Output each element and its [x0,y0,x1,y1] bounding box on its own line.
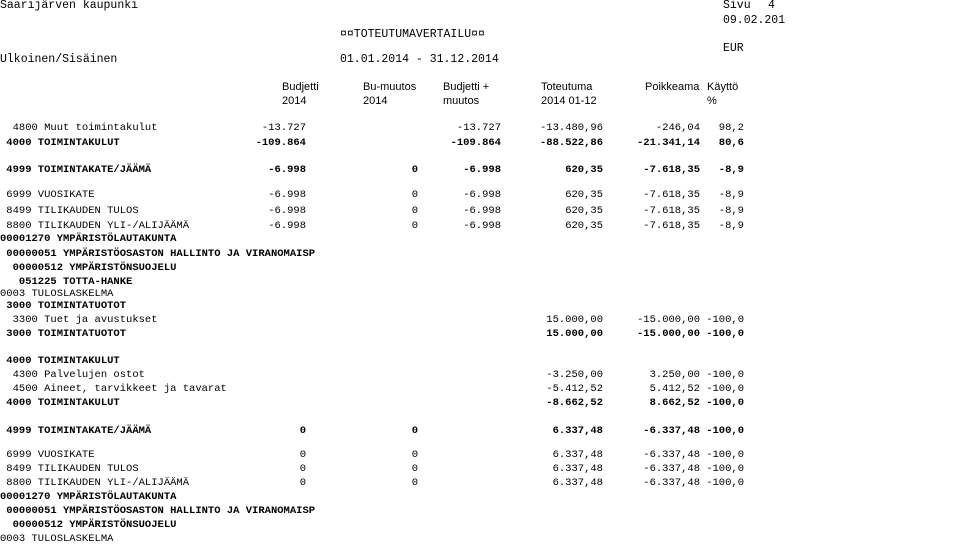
cell-kaytto: -8,9 [718,164,744,176]
table-row [0,369,960,382]
row-label: 4500 Aineet, tarvikkeet ja tavarat [0,383,227,395]
cell-poikkeama: -15.000,00 [636,328,700,340]
row-label: 8499 TILIKAUDEN TULOS [0,463,139,475]
row-label: 00001270 YMPÄRISTÖLAUTAKUNTA [0,233,177,245]
cell-bu-muutos: 0 [411,477,418,489]
row-label: 00001270 YMPÄRISTÖLAUTAKUNTA [0,491,177,503]
table-row [0,248,960,261]
cell-toteutuma: 15.000,00 [546,314,603,326]
cell-budjetti: -6.998 [268,205,306,217]
cell-budjetti: -109.864 [255,137,306,149]
cell-toteutuma: -88.522,86 [539,137,603,149]
row-label: 6999 VUOSIKATE [0,449,95,461]
cell-bu-muutos: 0 [411,463,418,475]
row-label: 8800 TILIKAUDEN YLI-/ALIJÄÄMÄ [0,220,190,232]
cell-poikkeama: -7.618,35 [643,205,700,217]
row-label: 4000 TOIMINTAKULUT [0,355,120,367]
cell-budjetti-muutos: -13.727 [456,122,501,134]
cell-kaytto: 98,2 [718,122,744,134]
cell-poikkeama: -246,04 [655,122,700,134]
table-row [0,355,960,368]
row-label: 051225 TOTTA-HANKE [0,276,133,288]
row-label: 00000051 YMPÄRISTÖOSASTON HALLINTO JA VIRANOMAISP [0,248,316,260]
row-label: 4999 TOIMINTAKATE/JÄÄMÄ [0,425,152,437]
report-title: ¤¤TOTEUTUMAVERTAILU¤¤ [340,28,485,41]
cell-poikkeama: 5.412,52 [649,383,700,395]
table-row [0,220,960,233]
currency: EUR [723,42,744,55]
row-label: 3000 TOIMINTATUOTOT [0,328,127,340]
row-label: 00000512 YMPÄRISTÖNSUOJELU [0,519,177,531]
cell-toteutuma: 6.337,48 [552,425,603,437]
cell-toteutuma: 620,35 [565,205,603,217]
cell-toteutuma: -13.480,96 [539,122,603,134]
cell-kaytto: -100,0 [706,397,744,409]
cell-poikkeama: -6.337,48 [643,477,700,489]
table-row [0,164,960,177]
col-header-budjetti-plus: Budjetti + [443,81,490,93]
col-header-bu-muutos-year: 2014 [363,95,388,107]
cell-bu-muutos: 0 [411,425,418,437]
cell-kaytto: -8,9 [718,220,744,232]
cell-budjetti: 0 [299,425,306,437]
cell-toteutuma: -5.412,52 [546,383,603,395]
cell-budjetti-muutos: -6.998 [463,205,501,217]
cell-budjetti-muutos: -6.998 [463,189,501,201]
col-header-toteutuma: Toteutuma [541,81,593,93]
cell-poikkeama: -6.337,48 [643,425,700,437]
table-row [0,449,960,462]
cell-toteutuma: -8.662,52 [546,397,603,409]
page-label: Sivu [723,0,751,12]
row-label: 4800 Muut toimintakulut [0,122,158,134]
cell-bu-muutos: 0 [411,189,418,201]
table-row [0,122,960,135]
cell-kaytto: 80,6 [718,137,744,149]
cell-poikkeama: -7.618,35 [643,189,700,201]
cell-kaytto: -100,0 [706,328,744,340]
cell-bu-muutos: 0 [411,164,418,176]
cell-poikkeama: -6.337,48 [643,463,700,475]
cell-budjetti-muutos: -6.998 [463,164,501,176]
col-header-muutos: muutos [443,95,480,107]
cell-poikkeama: -6.337,48 [643,449,700,461]
cell-kaytto: -8,9 [718,189,744,201]
col-header-bu-muutos: Bu-muutos [363,81,417,93]
cell-kaytto: -100,0 [706,383,744,395]
row-label: 0003 TULOSLASKELMA [0,533,114,545]
row-label: 3000 TOIMINTATUOTOT [0,300,127,312]
col-header-kaytto: Käyttö [707,81,739,93]
table-row [0,262,960,275]
row-label: 8800 TILIKAUDEN YLI-/ALIJÄÄMÄ [0,477,190,489]
table-row [0,491,960,504]
cell-budjetti: -13.727 [261,122,306,134]
cell-toteutuma: 620,35 [565,189,603,201]
cell-poikkeama: 3.250,00 [649,369,700,381]
page-number: 4 [768,0,775,12]
cell-poikkeama: -7.618,35 [643,220,700,232]
row-label: 00000051 YMPÄRISTÖOSASTON HALLINTO JA VIRANOMAISP [0,505,316,517]
table-row [0,189,960,202]
cell-budjetti: -6.998 [268,164,306,176]
cell-bu-muutos: 0 [411,205,418,217]
cell-budjetti: 0 [299,449,306,461]
col-header-budjetti: Budjetti [282,81,319,93]
row-label: 6999 VUOSIKATE [0,189,95,201]
cell-bu-muutos: 0 [411,220,418,232]
scope: Ulkoinen/Sisäinen [0,53,118,66]
table-row [0,383,960,396]
col-header-toteutuma-period: 2014 01-12 [541,95,597,107]
cell-toteutuma: 6.337,48 [552,463,603,475]
cell-kaytto: -100,0 [706,425,744,437]
table-row [0,477,960,490]
cell-budjetti: 0 [299,463,306,475]
row-label: 8499 TILIKAUDEN TULOS [0,205,139,217]
table-row [0,397,960,410]
row-label: 00000512 YMPÄRISTÖNSUOJELU [0,262,177,274]
table-row [0,463,960,476]
table-row [0,205,960,218]
cell-kaytto: -100,0 [706,369,744,381]
cell-poikkeama: -21.341,14 [636,137,700,149]
table-row [0,505,960,518]
row-label: 4300 Palvelujen ostot [0,369,145,381]
cell-toteutuma: 620,35 [565,220,603,232]
cell-kaytto: -100,0 [706,463,744,475]
col-header-percent: % [707,95,717,107]
table-row [0,233,960,246]
cell-kaytto: -100,0 [706,477,744,489]
row-label: 3300 Tuet ja avustukset [0,314,158,326]
org-name: Saarijärven kaupunki [0,0,139,12]
col-header-budjetti-year: 2014 [282,95,307,107]
cell-toteutuma: 6.337,48 [552,477,603,489]
cell-toteutuma: -3.250,00 [546,369,603,381]
cell-toteutuma: 6.337,48 [552,449,603,461]
row-label: 4999 TOIMINTAKATE/JÄÄMÄ [0,164,152,176]
cell-toteutuma: 620,35 [565,164,603,176]
cell-bu-muutos: 0 [411,449,418,461]
row-label: 4000 TOIMINTAKULUT [0,137,120,149]
cell-kaytto: -8,9 [718,205,744,217]
cell-budjetti: -6.998 [268,220,306,232]
table-row [0,519,960,532]
cell-poikkeama: -7.618,35 [643,164,700,176]
table-row [0,425,960,438]
cell-poikkeama: -15.000,00 [636,314,700,326]
cell-budjetti-muutos: -6.998 [463,220,501,232]
table-row [0,328,960,341]
cell-budjetti: 0 [299,477,306,489]
cell-poikkeama: 8.662,52 [649,397,700,409]
cell-kaytto: -100,0 [706,449,744,461]
print-date: 09.02.201 [723,14,786,27]
cell-budjetti-muutos: -109.864 [450,137,501,149]
table-row [0,314,960,327]
col-header-poikkeama: Poikkeama [645,81,700,93]
row-label: 0003 TULOSLASKELMA [0,288,114,300]
table-row [0,533,960,546]
period: 01.01.2014 - 31.12.2014 [340,53,499,66]
table-row [0,300,960,313]
cell-kaytto: -100,0 [706,314,744,326]
row-label: 4000 TOIMINTAKULUT [0,397,120,409]
cell-toteutuma: 15.000,00 [546,328,603,340]
cell-budjetti: -6.998 [268,189,306,201]
table-row [0,137,960,150]
